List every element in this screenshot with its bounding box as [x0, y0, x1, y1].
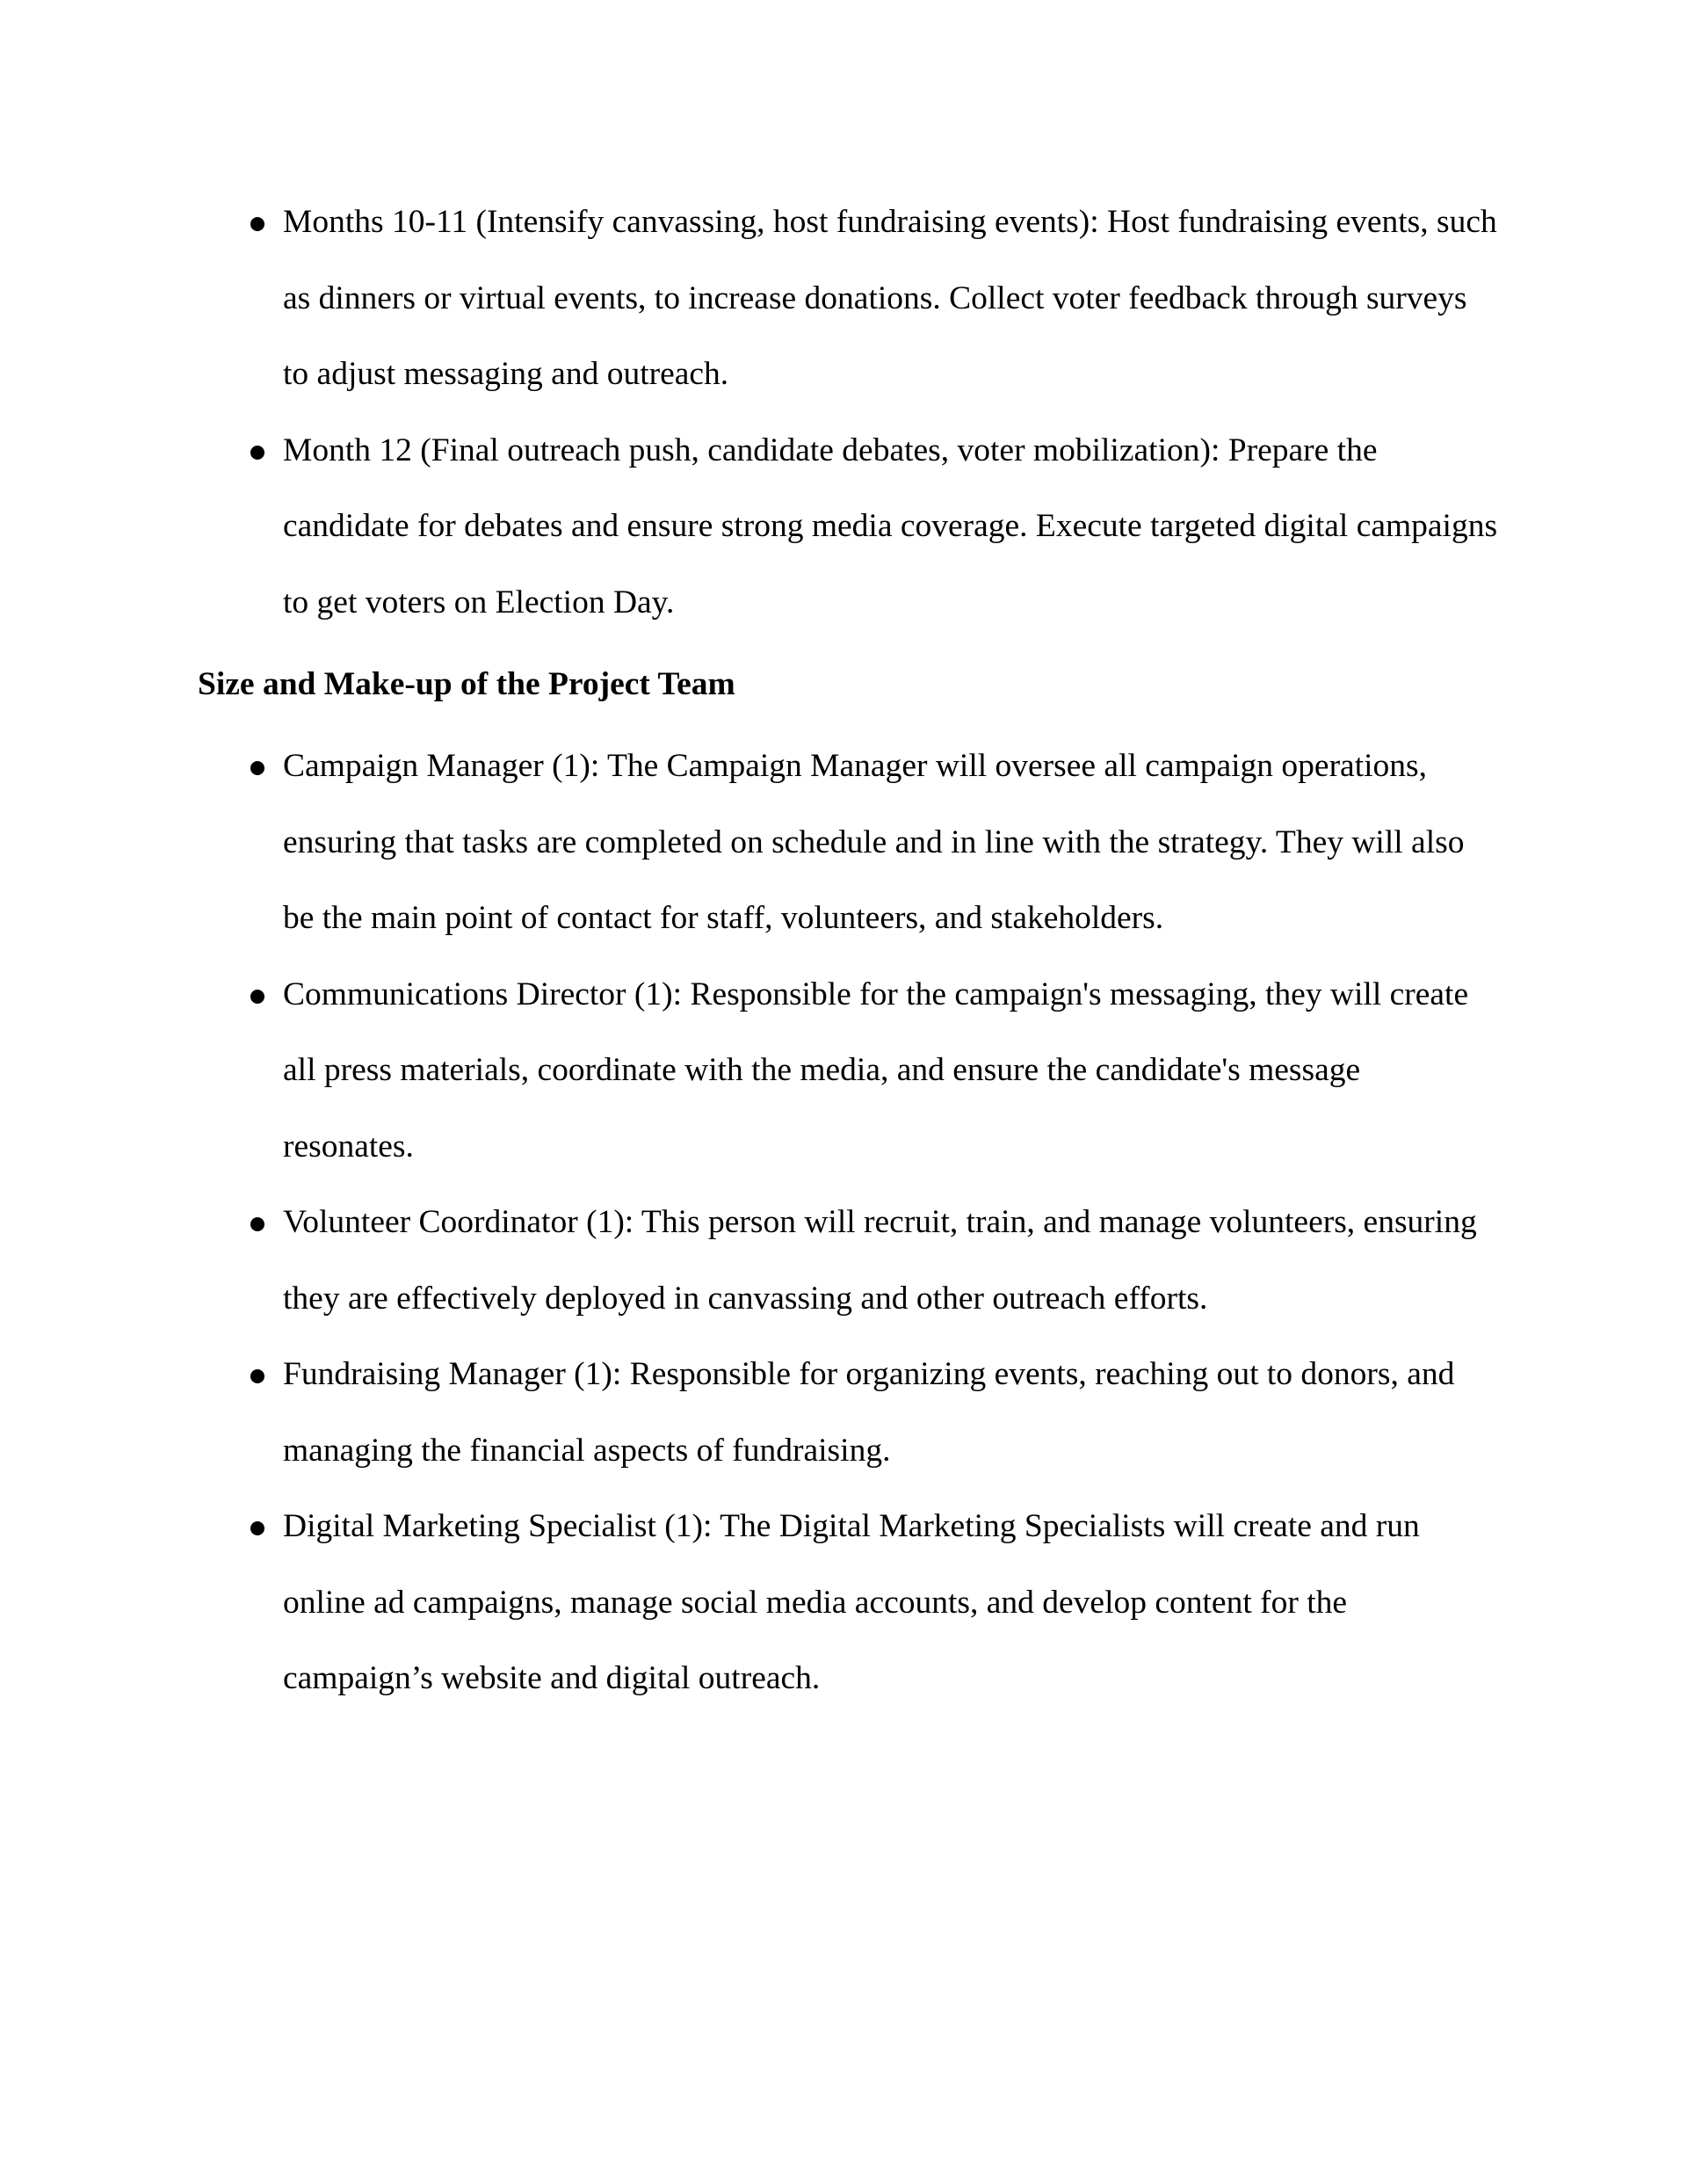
bullet-icon [250, 1369, 264, 1383]
timeline-list [198, 185, 1498, 641]
bullet-icon [250, 1521, 264, 1535]
list-item-text: Communications Director (1): Responsible for the campaign's messaging, they will create all press materials, coordinate with the media, and ensure the candidate's message resonates. [283, 976, 1469, 1165]
bullet-icon [250, 1217, 264, 1231]
list-item-text: Month 12 (Final outreach push, candidate debates, voter mobilization): Prepare the candidate for debates and ensure strong media coverage. Execute targeted digital campaigns to get voters on Election Day. [283, 432, 1498, 620]
list-item-text: Digital Marketing Specialist (1): The Digital Marketing Specialists will create and run online ad campaigns, manage social media accounts, and develop content for the campaign’s website and digital outreach. [283, 1508, 1420, 1696]
bullet-icon [250, 990, 264, 1004]
list-item [198, 729, 1498, 957]
list-item-text: Campaign Manager (1): The Campaign Manager will oversee all campaign operations, ensuring that tasks are completed on schedule and in line with the strategy. They will also be the main point of contact for staff, volunteers, and stakeholders. [283, 748, 1465, 936]
section-heading: Size and Make-up of the Project Team [198, 666, 735, 702]
document-body [198, 185, 1498, 1717]
list-item-text: Months 10-11 (Intensify canvassing, host fundraising events): Host fundraising events, such as dinners or virtual events, to increase donations. Collect voter feedback through surveys to adjust messaging and outreach. [283, 204, 1497, 392]
bullet-icon [250, 217, 264, 231]
list-item [198, 1337, 1498, 1489]
list-item-text: Volunteer Coordinator (1): This person will recruit, train, and manage volunteers, ensuring they are effectively deployed in canvassing and other outreach efforts. [283, 1204, 1477, 1317]
list-item [198, 1489, 1498, 1717]
bullet-icon [250, 761, 264, 775]
team-list [198, 729, 1498, 1717]
bullet-icon [250, 446, 264, 460]
list-item [198, 957, 1498, 1186]
list-item [198, 413, 1498, 642]
list-item [198, 185, 1498, 413]
list-item [198, 1185, 1498, 1337]
list-item-text: Fundraising Manager (1): Responsible for organizing events, reaching out to donors, and managing the financial aspects of fundraising. [283, 1356, 1455, 1469]
